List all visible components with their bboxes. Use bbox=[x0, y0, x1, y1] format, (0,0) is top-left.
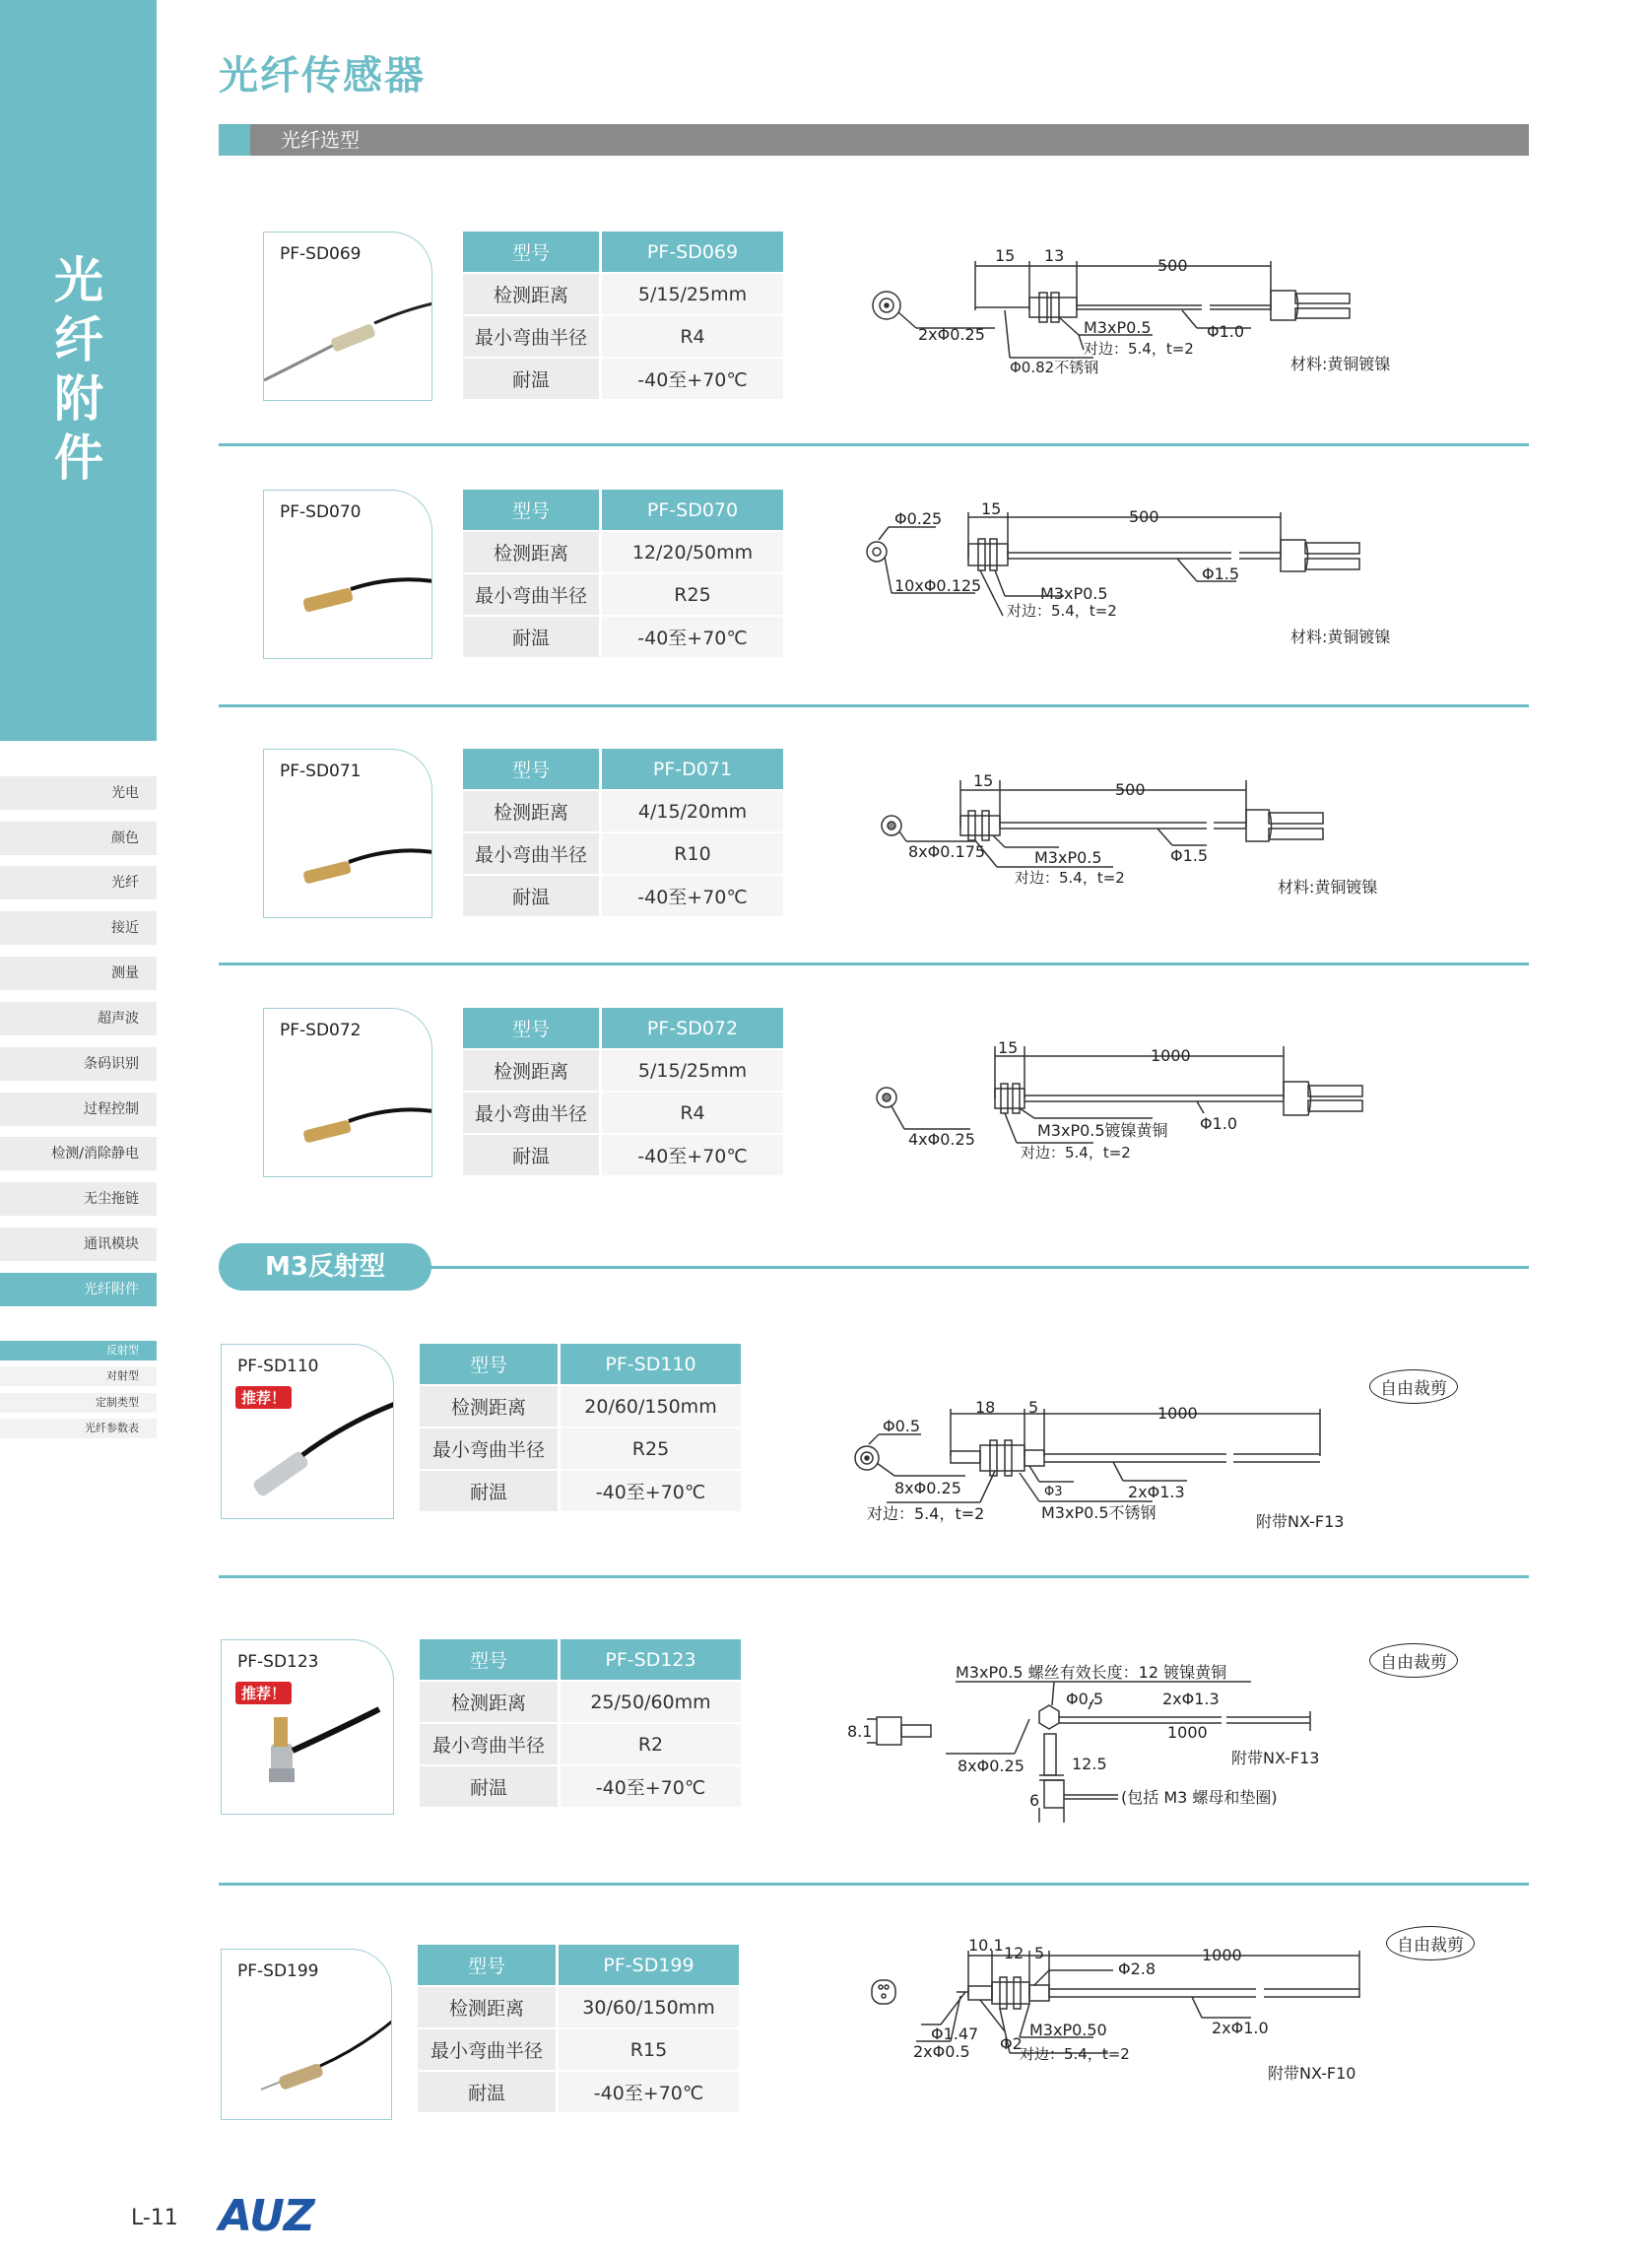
m3-section-line bbox=[431, 1266, 1529, 1269]
spec-table: 型号 PF-SD123 检测距离 25/50/60mm 最小弯曲半径 R2 耐温 -40至+70℃ bbox=[420, 1637, 741, 1809]
fiber-photo bbox=[222, 1345, 394, 1519]
dim-label: Φ1.0 bbox=[1207, 322, 1245, 341]
product-card bbox=[263, 749, 432, 918]
dim-label: Φ1.0 bbox=[1200, 1114, 1238, 1133]
card-model: PF-SD123 bbox=[237, 1652, 319, 1672]
spec-model: PF-SD199 bbox=[556, 1945, 739, 1985]
spec-temp: -40至+70℃ bbox=[558, 1766, 741, 1807]
dim-label: Φ1.5 bbox=[1202, 564, 1240, 583]
dim-label: M3xP0.5 bbox=[1040, 584, 1108, 603]
recommend-badge: 推荐！ bbox=[235, 1682, 292, 1704]
nav-item-barcode[interactable]: 条码识别 bbox=[0, 1047, 157, 1081]
card-model: PF-SD072 bbox=[280, 1021, 362, 1040]
accessory-note: 附带NX-F13 bbox=[1231, 1749, 1320, 1767]
dim-label: Φ2.8 bbox=[1118, 1959, 1156, 1978]
fiber-photo bbox=[264, 1009, 432, 1177]
dim-text: 8.1 bbox=[847, 1722, 873, 1741]
dim-text: 5 bbox=[1034, 1944, 1045, 1962]
page-title: 光纤传感器 bbox=[219, 53, 426, 99]
brand-logo: AUZ bbox=[219, 2191, 314, 2241]
spec-distance: 5/15/25mm bbox=[599, 1050, 783, 1091]
dimension-diagram bbox=[862, 1931, 1374, 2098]
dim-text: 1000 bbox=[1157, 1404, 1198, 1423]
spec-distance: 4/15/20mm bbox=[599, 791, 783, 831]
dim-label: 2xΦ1.3 bbox=[1128, 1483, 1185, 1501]
material-label: 材料:黄铜镀镍 bbox=[1278, 878, 1378, 896]
dim-text: 1000 bbox=[1151, 1046, 1191, 1065]
dim-text: 500 bbox=[1157, 256, 1188, 275]
dim-text: 500 bbox=[1129, 507, 1159, 526]
section-label: 光纤选型 bbox=[281, 128, 360, 152]
spec-distance: 5/15/25mm bbox=[599, 274, 783, 314]
dim-label: 对边：5.4，t=2 bbox=[1020, 2045, 1130, 2063]
material-label: 材料:黄铜镀镍 bbox=[1290, 628, 1391, 646]
spec-temp: -40至+70℃ bbox=[558, 1471, 741, 1511]
subnav-item-custom[interactable]: 定制类型 bbox=[0, 1393, 157, 1413]
spec-temp: -40至+70℃ bbox=[599, 876, 783, 916]
dim-text: 6 bbox=[1029, 1791, 1040, 1810]
nav-item-ultrasonic[interactable]: 超声波 bbox=[0, 1002, 157, 1035]
dim-label: 对边：5.4，t=2 bbox=[1015, 869, 1125, 887]
dimension-diagram bbox=[857, 1034, 1428, 1162]
dim-label: Φ0.25 bbox=[894, 509, 943, 528]
spec-model: PF-SD123 bbox=[558, 1639, 741, 1680]
dim-label: M3xP0.5镀镍黄铜 bbox=[1037, 1121, 1168, 1140]
free-cut-tag: 自由裁剪 bbox=[1369, 1643, 1458, 1678]
dim-label: 对边：5.4，t=2 bbox=[1084, 340, 1194, 358]
dim-label: 2xΦ0.25 bbox=[918, 325, 985, 344]
spec-radius: R2 bbox=[558, 1724, 741, 1764]
dimension-diagram bbox=[837, 1660, 1350, 1852]
nav-item-comm[interactable]: 通讯模块 bbox=[0, 1228, 157, 1261]
spec-radius: R15 bbox=[556, 2029, 739, 2070]
accessory-note: 附带NX-F13 bbox=[1256, 1512, 1345, 1531]
subnav-item-through-beam[interactable]: 对射型 bbox=[0, 1366, 157, 1386]
fiber-photo bbox=[264, 750, 432, 918]
spec-temp: -40至+70℃ bbox=[599, 617, 783, 657]
divider bbox=[219, 1575, 1529, 1578]
dim-label: M3xP0.5 螺丝有效长度：12 镀镍黄铜 bbox=[956, 1663, 1227, 1682]
dim-text: 12.5 bbox=[1072, 1755, 1107, 1773]
dim-text: 500 bbox=[1115, 780, 1146, 799]
dim-label: M3xP0.5不锈钢 bbox=[1041, 1503, 1156, 1522]
dim-label: 8xΦ0.175 bbox=[908, 842, 986, 861]
spec-distance: 25/50/60mm bbox=[558, 1682, 741, 1722]
product-card bbox=[263, 1008, 432, 1177]
fiber-photo bbox=[222, 1950, 392, 2120]
card-model: PF-SD199 bbox=[237, 1961, 319, 1981]
card-model: PF-SD069 bbox=[280, 244, 362, 264]
card-model: PF-SD071 bbox=[280, 762, 362, 781]
section-bar-accent bbox=[219, 124, 250, 156]
dim-text: 15 bbox=[995, 246, 1016, 265]
dim-text: 15 bbox=[981, 499, 1002, 518]
recommend-badge: 推荐！ bbox=[235, 1386, 292, 1409]
spec-distance: 30/60/150mm bbox=[556, 1987, 739, 2027]
spec-temp: -40至+70℃ bbox=[556, 2072, 739, 2112]
fiber-photo bbox=[264, 491, 432, 659]
accessory-note: 附带NX-F10 bbox=[1268, 2064, 1356, 2083]
dim-text: 13 bbox=[1044, 246, 1065, 265]
spec-table: 型号 PF-SD110 检测距离 20/60/150mm 最小弯曲半径 R25 耐温 -40至+70℃ bbox=[420, 1342, 741, 1513]
spec-radius: R25 bbox=[599, 574, 783, 615]
nav-item-cable-chain[interactable]: 无尘拖链 bbox=[0, 1182, 157, 1216]
dim-text: 18 bbox=[975, 1398, 996, 1417]
dim-label: 4xΦ0.25 bbox=[908, 1130, 975, 1149]
spec-table: 型号 PF-D071 检测距离 4/15/20mm 最小弯曲半径 R10 耐温 -40至+70℃ bbox=[463, 747, 783, 918]
nav-item-measure[interactable]: 测量 bbox=[0, 957, 157, 990]
nav-item-process[interactable]: 过程控制 bbox=[0, 1093, 157, 1126]
spec-distance: 20/60/150mm bbox=[558, 1386, 741, 1427]
dimension-diagram bbox=[857, 768, 1428, 906]
dim-label: (包括 M3 螺母和垫圈) bbox=[1121, 1788, 1278, 1807]
dim-label: Φ0.5 bbox=[1066, 1690, 1104, 1708]
spec-distance: 12/20/50mm bbox=[599, 532, 783, 572]
spec-table: 型号 PF-SD199 检测距离 30/60/150mm 最小弯曲半径 R15 耐温 -40至+70℃ bbox=[418, 1943, 739, 2114]
divider bbox=[219, 443, 1529, 446]
dim-text: 5 bbox=[1028, 1398, 1039, 1417]
material-label: 材料:黄铜镀镍 bbox=[1290, 355, 1391, 373]
spec-temp: -40至+70℃ bbox=[599, 1135, 783, 1175]
subnav-item-param-table[interactable]: 光纤参数表 bbox=[0, 1419, 157, 1438]
page-number: L-11 bbox=[131, 2206, 178, 2230]
dim-label: 8xΦ0.25 bbox=[894, 1479, 961, 1497]
product-card bbox=[263, 232, 432, 401]
product-card bbox=[221, 1949, 392, 2120]
nav-item-color[interactable]: 颜色 bbox=[0, 822, 157, 855]
spec-temp: -40至+70℃ bbox=[599, 359, 783, 399]
nav-item-fiber-accessory[interactable]: 光纤附件 bbox=[0, 1273, 157, 1306]
card-model: PF-SD110 bbox=[237, 1357, 319, 1376]
dim-label: Φ1.47 bbox=[931, 2025, 979, 2043]
divider bbox=[219, 963, 1529, 965]
nav-item-photoelectric[interactable]: 光电 bbox=[0, 776, 157, 810]
product-card bbox=[221, 1344, 394, 1519]
free-cut-tag: 自由裁剪 bbox=[1369, 1369, 1458, 1404]
dim-label: Φ0.5 bbox=[883, 1417, 921, 1435]
dim-label: 2xΦ0.5 bbox=[913, 2042, 970, 2061]
dim-text: 15 bbox=[998, 1038, 1019, 1057]
dim-text: 1000 bbox=[1167, 1723, 1208, 1742]
section-bar bbox=[219, 124, 1529, 156]
product-card bbox=[263, 490, 432, 659]
spec-table: 型号 PF-SD072 检测距离 5/15/25mm 最小弯曲半径 R4 耐温 -40至+70℃ bbox=[463, 1006, 783, 1177]
divider bbox=[219, 1883, 1529, 1886]
dim-label: 10xΦ0.125 bbox=[894, 576, 982, 595]
fiber-photo bbox=[264, 232, 432, 401]
nav-item-proximity[interactable]: 接近 bbox=[0, 911, 157, 945]
fiber-photo bbox=[222, 1640, 394, 1815]
dim-label: 2xΦ1.0 bbox=[1212, 2019, 1269, 2037]
dim-text: 1000 bbox=[1202, 1946, 1242, 1964]
divider bbox=[219, 704, 1529, 707]
dim-text: 10.1 bbox=[968, 1936, 1004, 1955]
dim-text: 12 bbox=[1004, 1944, 1024, 1962]
dim-label: 对边：5.4，t=2 bbox=[1007, 602, 1117, 620]
dim-text: 15 bbox=[973, 771, 994, 790]
spec-model: PF-SD069 bbox=[599, 232, 783, 272]
dim-label: M3xP0.5 bbox=[1034, 848, 1102, 867]
subnav-item-reflective[interactable]: 反射型 bbox=[0, 1341, 157, 1361]
dimension-diagram bbox=[857, 241, 1428, 389]
dimension-diagram bbox=[857, 498, 1428, 655]
dim-label: 对边：5.4，t=2 bbox=[867, 1504, 985, 1523]
spec-radius: R4 bbox=[599, 1093, 783, 1133]
dim-label: 8xΦ0.25 bbox=[958, 1757, 1024, 1775]
side-category-title: 光 纤 附 件 bbox=[54, 252, 103, 487]
spec-radius: R4 bbox=[599, 316, 783, 357]
spec-model: PF-SD070 bbox=[599, 490, 783, 530]
spec-radius: R25 bbox=[558, 1428, 741, 1469]
dim-label: 对边：5.4，t=2 bbox=[1021, 1144, 1131, 1162]
dim-label: Φ2 bbox=[1000, 2034, 1023, 2053]
spec-table: 型号 PF-SD070 检测距离 12/20/50mm 最小弯曲半径 R25 耐温 -40至+70℃ bbox=[463, 488, 783, 659]
dim-label: M3xP0.5 bbox=[1084, 318, 1152, 337]
spec-model: PF-SD072 bbox=[599, 1008, 783, 1048]
dim-label: 2xΦ1.3 bbox=[1162, 1690, 1220, 1708]
nav-item-fiber[interactable]: 光纤 bbox=[0, 866, 157, 899]
free-cut-tag: 自由裁剪 bbox=[1386, 1926, 1475, 1960]
spec-table: 型号 PF-SD069 检测距离 5/15/25mm 最小弯曲半径 R4 耐温 -40至+70℃ bbox=[463, 230, 783, 401]
product-card bbox=[221, 1639, 394, 1815]
card-model: PF-SD070 bbox=[280, 502, 362, 522]
dim-label: M3xP0.50 bbox=[1029, 2021, 1107, 2039]
m3-section-title: M3反射型 bbox=[219, 1243, 431, 1291]
dim-label: Φ3 bbox=[1044, 1485, 1063, 1499]
dim-label: Φ0.82不锈钢 bbox=[1010, 359, 1099, 376]
nav-item-static[interactable]: 检测/消除静电 bbox=[0, 1137, 157, 1170]
dimension-diagram bbox=[847, 1389, 1359, 1537]
spec-model: PF-D071 bbox=[599, 749, 783, 789]
spec-model: PF-SD110 bbox=[558, 1344, 741, 1384]
dim-label: Φ1.5 bbox=[1170, 846, 1209, 865]
spec-radius: R10 bbox=[599, 833, 783, 874]
